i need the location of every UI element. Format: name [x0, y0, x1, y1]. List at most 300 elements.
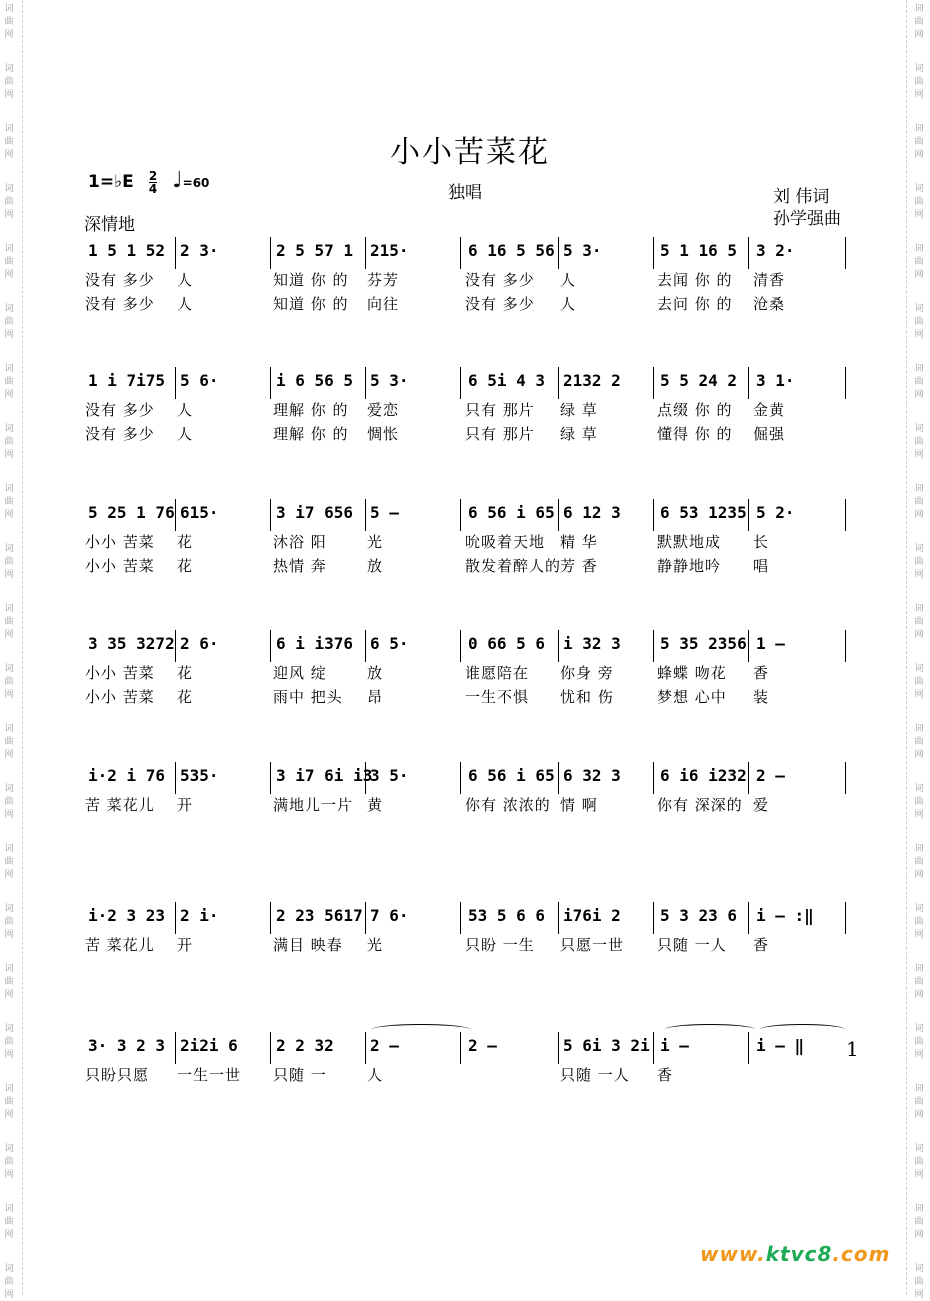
bar-line: [365, 367, 366, 399]
bar-line: [175, 630, 176, 662]
lyric-verse-1: 花: [177, 533, 194, 551]
watermark-glyph: 网: [4, 750, 14, 760]
bar-line: [460, 902, 461, 934]
bar-line: [270, 367, 271, 399]
watermark-glyph: 曲: [4, 917, 14, 927]
lyric-verse-2: 梦想 心中: [657, 688, 727, 706]
note-group: 6 i i376: [276, 634, 354, 653]
watermark-glyph: 词: [4, 4, 14, 14]
watermark-glyph: 词: [914, 244, 924, 254]
lyric-verse-2: 没有 多少: [85, 295, 155, 313]
watermark-glyph: 曲: [4, 677, 14, 687]
watermark-glyph: 词: [914, 964, 924, 974]
watermark-glyph: 词: [4, 1264, 14, 1274]
watermark-glyph: 词: [4, 664, 14, 674]
watermark-glyph: 网: [4, 690, 14, 700]
watermark-glyph: 词: [914, 424, 924, 434]
bar-line: [845, 237, 846, 269]
watermark-glyph: 词: [4, 604, 14, 614]
bar-line: [653, 237, 654, 269]
lyric-verse-1: 谁愿陪在: [465, 664, 530, 682]
tempo-note-icon: ♩: [172, 168, 183, 193]
left-watermark-strip: [2, 0, 16, 1300]
note-group: 2 3·: [180, 241, 219, 260]
note-group: 5 35 2356: [660, 634, 747, 653]
watermark-glyph: 词: [914, 124, 924, 134]
lyric-verse-2: 花: [177, 688, 194, 706]
watermark-glyph: 曲: [914, 77, 924, 87]
song-title: 小小苦菜花: [390, 135, 550, 170]
watermark-glyph: 曲: [4, 1037, 14, 1047]
watermark-glyph: 词: [4, 784, 14, 794]
watermark-glyph: 曲: [4, 17, 14, 27]
watermark-glyph: 网: [914, 1290, 924, 1300]
watermark-glyph: 曲: [4, 737, 14, 747]
lyric-verse-2: 一生不惧: [465, 688, 530, 706]
watermark-glyph: 词: [914, 304, 924, 314]
note-group: 3 i7 656: [276, 503, 354, 522]
watermark-glyph: 网: [4, 330, 14, 340]
lyric-verse-2: 小小 苦菜: [85, 688, 155, 706]
bar-line: [270, 630, 271, 662]
lyric-verse-1: 爱: [753, 796, 770, 814]
lyric-verse-1: 蜂蝶 吻花: [657, 664, 727, 682]
lyric-verse-1: 小小 苦菜: [85, 533, 155, 551]
watermark-glyph: 网: [4, 510, 14, 520]
watermark-glyph: 词: [914, 724, 924, 734]
watermark-glyph: 词: [914, 64, 924, 74]
watermark-glyph: 曲: [914, 677, 924, 687]
bar-line: [653, 367, 654, 399]
watermark-glyph: 曲: [4, 77, 14, 87]
lyric-verse-2: 沧桑: [753, 295, 786, 313]
watermark-glyph: 网: [4, 150, 14, 160]
bar-line: [748, 237, 749, 269]
watermark-glyph: 曲: [4, 797, 14, 807]
watermark-glyph: 网: [4, 450, 14, 460]
watermark-glyph: 词: [914, 844, 924, 854]
bar-line: [653, 902, 654, 934]
end-marker: 1: [846, 1037, 859, 1061]
time-signature: [149, 170, 157, 195]
watermark-glyph: 曲: [914, 797, 924, 807]
watermark-glyph: 词: [4, 844, 14, 854]
watermark-glyph: 词: [914, 364, 924, 374]
note-group: 3 5·: [370, 766, 409, 785]
watermark-glyph: 网: [914, 690, 924, 700]
bar-line: [558, 762, 559, 794]
note-group: i –: [660, 1036, 689, 1055]
note-group: i – :‖: [756, 906, 814, 925]
watermark-glyph: 曲: [4, 977, 14, 987]
right-watermark-strip: [912, 0, 926, 1300]
watermark-glyph: 词: [4, 1204, 14, 1214]
lyric-verse-1: 光: [367, 936, 384, 954]
lyric-verse-1: 点缀 你 的: [657, 401, 733, 419]
note-group: 2 23 5617: [276, 906, 363, 925]
note-group: 3 35 3272: [88, 634, 175, 653]
watermark-glyph: 词: [914, 1204, 924, 1214]
lyric-verse-1: 没有 多少: [465, 271, 535, 289]
note-group: 6 16 5 56: [468, 241, 555, 260]
watermark-glyph: 曲: [914, 1217, 924, 1227]
note-group: 5 25 1 76: [88, 503, 175, 522]
lyric-verse-1: 香: [657, 1066, 674, 1084]
note-group: 5 5 24 2: [660, 371, 738, 390]
note-group: 2i2i 6: [180, 1036, 238, 1055]
lyric-verse-2: 昂: [367, 688, 384, 706]
watermark-glyph: 曲: [4, 437, 14, 447]
note-group: 2 i·: [180, 906, 219, 925]
watermark-glyph: 曲: [914, 317, 924, 327]
watermark-glyph: 曲: [914, 497, 924, 507]
note-group: 1 i 7i75: [88, 371, 166, 390]
bar-line: [653, 1032, 654, 1064]
site-suffix: .com: [832, 1242, 891, 1266]
watermark-glyph: 网: [4, 90, 14, 100]
note-group: 1 –: [756, 634, 785, 653]
bar-line: [460, 499, 461, 531]
lyric-verse-1: 只盼只愿: [85, 1066, 150, 1084]
note-group: 6 56 i 65: [468, 766, 555, 785]
watermark-glyph: 曲: [914, 137, 924, 147]
note-group: 6 12 3: [563, 503, 621, 522]
note-group: 5 3·: [370, 371, 409, 390]
watermark-glyph: 网: [914, 90, 924, 100]
watermark-glyph: 网: [914, 270, 924, 280]
watermark-glyph: 网: [914, 210, 924, 220]
watermark-glyph: 词: [914, 484, 924, 494]
lyric-verse-2: 懂得 你 的: [657, 425, 733, 443]
lyric-verse-2: 放: [367, 557, 384, 575]
lyric-verse-2: 散发着醉人的: [465, 557, 562, 575]
watermark-glyph: 曲: [4, 557, 14, 567]
watermark-glyph: 网: [4, 1170, 14, 1180]
watermark-glyph: 词: [914, 904, 924, 914]
watermark-glyph: 曲: [914, 917, 924, 927]
lyric-verse-1: 开: [177, 936, 194, 954]
lyric-verse-2: 只有 那片: [465, 425, 535, 443]
lyric-verse-1: 满目 映春: [273, 936, 343, 954]
note-group: i – ‖: [756, 1036, 805, 1055]
note-group: 6 i6 i232: [660, 766, 747, 785]
bar-line: [270, 1032, 271, 1064]
lyric-verse-2: 小小 苦菜: [85, 557, 155, 575]
bar-line: [365, 499, 366, 531]
slur-arc: [372, 1024, 470, 1035]
note-group: 5 3·: [563, 241, 602, 260]
watermark-glyph: 曲: [914, 737, 924, 747]
bar-line: [845, 499, 846, 531]
watermark-glyph: 曲: [914, 1157, 924, 1167]
note-group: 615·: [180, 503, 219, 522]
site-name: ktvc8: [765, 1242, 833, 1266]
watermark-glyph: 词: [914, 1144, 924, 1154]
lyric-verse-1: 去闻 你 的: [657, 271, 733, 289]
watermark-glyph: 曲: [4, 317, 14, 327]
watermark-glyph: 曲: [914, 17, 924, 27]
left-border-line: [22, 0, 23, 1295]
lyric-verse-1: 芬芳: [367, 271, 400, 289]
lyric-verse-1: 一生一世: [177, 1066, 242, 1084]
note-group: 2 –: [756, 766, 785, 785]
note-group: 2 –: [468, 1036, 497, 1055]
note-group: 5 6·: [180, 371, 219, 390]
bar-line: [748, 762, 749, 794]
lyric-verse-1: 小小 苦菜: [85, 664, 155, 682]
note-group: i 32 3: [563, 634, 621, 653]
watermark-glyph: 曲: [4, 377, 14, 387]
bar-line: [558, 630, 559, 662]
lyric-verse-2: 唱: [753, 557, 770, 575]
lyric-verse-1: 吮吸着天地: [465, 533, 546, 551]
watermark-glyph: 词: [914, 4, 924, 14]
lyric-verse-2: 花: [177, 557, 194, 575]
note-group: 6 5·: [370, 634, 409, 653]
watermark-glyph: 曲: [914, 1277, 924, 1287]
watermark-glyph: 词: [4, 244, 14, 254]
watermark-glyph: 曲: [914, 437, 924, 447]
watermark-glyph: 网: [914, 30, 924, 40]
watermark-glyph: 网: [4, 930, 14, 940]
note-group: 5 2·: [756, 503, 795, 522]
watermark-glyph: 曲: [914, 1037, 924, 1047]
watermark-glyph: 曲: [4, 1277, 14, 1287]
note-group: 215·: [370, 241, 409, 260]
bar-line: [365, 630, 366, 662]
note-group: 2 6·: [180, 634, 219, 653]
watermark-glyph: 网: [914, 870, 924, 880]
lyric-verse-1: 只有 那片: [465, 401, 535, 419]
bar-line: [270, 499, 271, 531]
watermark-glyph: 曲: [914, 377, 924, 387]
note-group: 2132 2: [563, 371, 621, 390]
lyric-verse-2: 绿 草: [560, 425, 598, 443]
watermark-glyph: 词: [4, 1024, 14, 1034]
watermark-glyph: 曲: [4, 617, 14, 627]
note-group: 2 5 57 1: [276, 241, 354, 260]
bar-line: [460, 630, 461, 662]
lyricist-credit: 刘 伟词: [773, 187, 830, 207]
bar-line: [460, 367, 461, 399]
watermark-glyph: 词: [4, 184, 14, 194]
lyric-verse-1: 只随 一: [273, 1066, 327, 1084]
note-group: i76i 2: [563, 906, 621, 925]
bar-line: [270, 902, 271, 934]
watermark-glyph: 网: [4, 870, 14, 880]
note-group: 6 32 3: [563, 766, 621, 785]
bar-line: [460, 762, 461, 794]
bar-line: [365, 902, 366, 934]
watermark-glyph: 词: [914, 604, 924, 614]
lyric-verse-1: 你有 浓浓的: [465, 796, 551, 814]
watermark-glyph: 网: [4, 390, 14, 400]
watermark-glyph: 网: [914, 510, 924, 520]
note-group: 3· 3 2 3: [88, 1036, 166, 1055]
note-group: 53 5 6 6: [468, 906, 546, 925]
watermark-glyph: 词: [4, 1144, 14, 1154]
lyric-verse-1: 人: [177, 271, 194, 289]
slur-arc: [760, 1024, 845, 1035]
lyric-verse-2: 惆怅: [367, 425, 400, 443]
time-signature-bottom: 4: [148, 182, 158, 196]
lyric-verse-1: 没有 多少: [85, 401, 155, 419]
watermark-glyph: 网: [4, 1230, 14, 1240]
note-group: 5 3 23 6: [660, 906, 738, 925]
lyric-verse-2: 去问 你 的: [657, 295, 733, 313]
watermark-glyph: 曲: [914, 197, 924, 207]
bar-line: [748, 367, 749, 399]
watermark-glyph: 网: [4, 570, 14, 580]
watermark-glyph: 曲: [914, 617, 924, 627]
watermark-glyph: 曲: [4, 1217, 14, 1227]
bar-line: [653, 499, 654, 531]
watermark-glyph: 曲: [914, 857, 924, 867]
lyric-verse-1: 只随 一人: [657, 936, 727, 954]
watermark-glyph: 曲: [4, 857, 14, 867]
bar-line: [748, 902, 749, 934]
bar-line: [748, 1032, 749, 1064]
bar-line: [845, 762, 846, 794]
note-group: 535·: [180, 766, 219, 785]
watermark-glyph: 词: [4, 424, 14, 434]
lyric-verse-2: 人: [177, 295, 194, 313]
watermark-glyph: 词: [914, 784, 924, 794]
watermark-glyph: 曲: [4, 137, 14, 147]
watermark-glyph: 网: [914, 150, 924, 160]
site-prefix: www.: [700, 1242, 766, 1266]
lyric-verse-1: 爱恋: [367, 401, 400, 419]
watermark-glyph: 词: [4, 724, 14, 734]
lyric-verse-1: 迎风 绽: [273, 664, 327, 682]
lyric-verse-1: 只随 一人: [560, 1066, 630, 1084]
watermark-glyph: 词: [4, 364, 14, 374]
lyric-verse-2: 忧和 伤: [560, 688, 614, 706]
watermark-glyph: 词: [914, 544, 924, 554]
lyric-verse-1: 人: [560, 271, 577, 289]
tempo-value: =60: [182, 176, 210, 190]
expression-mark: 深情地: [84, 215, 135, 235]
bar-line: [558, 902, 559, 934]
watermark-glyph: 词: [914, 664, 924, 674]
bar-line: [175, 1032, 176, 1064]
note-group: i·2 i 76: [88, 766, 166, 785]
note-group: 3 i7 6i i3: [276, 766, 373, 785]
lyric-verse-1: 人: [367, 1066, 384, 1084]
watermark-glyph: 网: [914, 570, 924, 580]
lyric-verse-1: 绿 草: [560, 401, 598, 419]
lyric-verse-1: 满地儿一片: [273, 796, 354, 814]
watermark-glyph: 网: [4, 30, 14, 40]
lyric-verse-2: 知道 你 的: [273, 295, 349, 313]
site-watermark: [700, 1242, 890, 1266]
watermark-glyph: 网: [914, 450, 924, 460]
watermark-glyph: 词: [4, 964, 14, 974]
lyric-verse-1: 香: [753, 936, 770, 954]
bar-line: [653, 762, 654, 794]
bar-line: [460, 237, 461, 269]
lyric-verse-1: 黄: [367, 796, 384, 814]
watermark-glyph: 网: [4, 1290, 14, 1300]
watermark-glyph: 网: [4, 630, 14, 640]
lyric-verse-1: 苦 菜花儿: [85, 796, 155, 814]
watermark-glyph: 网: [914, 1050, 924, 1060]
note-group: 3 1·: [756, 371, 795, 390]
watermark-glyph: 网: [4, 810, 14, 820]
lyric-verse-2: 芳 香: [560, 557, 598, 575]
note-group: 3 2·: [756, 241, 795, 260]
note-group: 1 5 1 52: [88, 241, 166, 260]
note-group: 6 5i 4 3: [468, 371, 546, 390]
bar-line: [460, 1032, 461, 1064]
lyric-verse-2: 人: [177, 425, 194, 443]
watermark-glyph: 网: [914, 330, 924, 340]
lyric-verse-1: 沐浴 阳: [273, 533, 327, 551]
watermark-glyph: 词: [4, 304, 14, 314]
lyric-verse-2: 热情 奔: [273, 557, 327, 575]
lyric-verse-1: 金黄: [753, 401, 786, 419]
watermark-glyph: 网: [914, 930, 924, 940]
lyric-verse-1: 没有 多少: [85, 271, 155, 289]
lyric-verse-1: 你有 深深的: [657, 796, 743, 814]
bar-line: [270, 762, 271, 794]
watermark-glyph: 词: [4, 484, 14, 494]
bar-line: [175, 902, 176, 934]
note-group: 7 6·: [370, 906, 409, 925]
lyric-verse-2: 倔强: [753, 425, 786, 443]
watermark-glyph: 网: [914, 810, 924, 820]
note-group: 5 –: [370, 503, 399, 522]
lyric-verse-1: 默默地成: [657, 533, 722, 551]
lyric-verse-1: 情 啊: [560, 796, 598, 814]
lyric-verse-1: 只盼 一生: [465, 936, 535, 954]
time-signature-top: 2: [148, 169, 158, 183]
note-group: 6 53 1235: [660, 503, 747, 522]
watermark-glyph: 网: [4, 270, 14, 280]
lyric-verse-1: 放: [367, 664, 384, 682]
lyric-verse-2: 没有 多少: [85, 425, 155, 443]
lyric-verse-1: 人: [177, 401, 194, 419]
slur-arc: [665, 1024, 755, 1035]
lyric-verse-1: 长: [753, 533, 770, 551]
watermark-glyph: 曲: [914, 257, 924, 267]
bar-line: [175, 499, 176, 531]
watermark-glyph: 曲: [4, 197, 14, 207]
lyric-verse-2: 理解 你 的: [273, 425, 349, 443]
note-group: 2 –: [370, 1036, 399, 1055]
note-group: i 6 56 5: [276, 371, 354, 390]
lyric-verse-2: 人: [560, 295, 577, 313]
watermark-glyph: 曲: [914, 977, 924, 987]
note-group: 2 2 32: [276, 1036, 334, 1055]
lyric-verse-2: 装: [753, 688, 770, 706]
watermark-glyph: 网: [914, 750, 924, 760]
lyric-verse-1: 精 华: [560, 533, 598, 551]
lyric-verse-1: 清香: [753, 271, 786, 289]
bar-line: [270, 237, 271, 269]
lyric-verse-2: 向往: [367, 295, 400, 313]
bar-line: [558, 367, 559, 399]
note-group: 6 56 i 65: [468, 503, 555, 522]
watermark-glyph: 词: [4, 124, 14, 134]
bar-line: [558, 1032, 559, 1064]
lyric-verse-1: 理解 你 的: [273, 401, 349, 419]
watermark-glyph: 词: [914, 184, 924, 194]
watermark-glyph: 网: [914, 630, 924, 640]
watermark-glyph: 词: [914, 1024, 924, 1034]
lyric-verse-1: 你身 旁: [560, 664, 614, 682]
key-signature: 1=♭E: [88, 172, 134, 192]
